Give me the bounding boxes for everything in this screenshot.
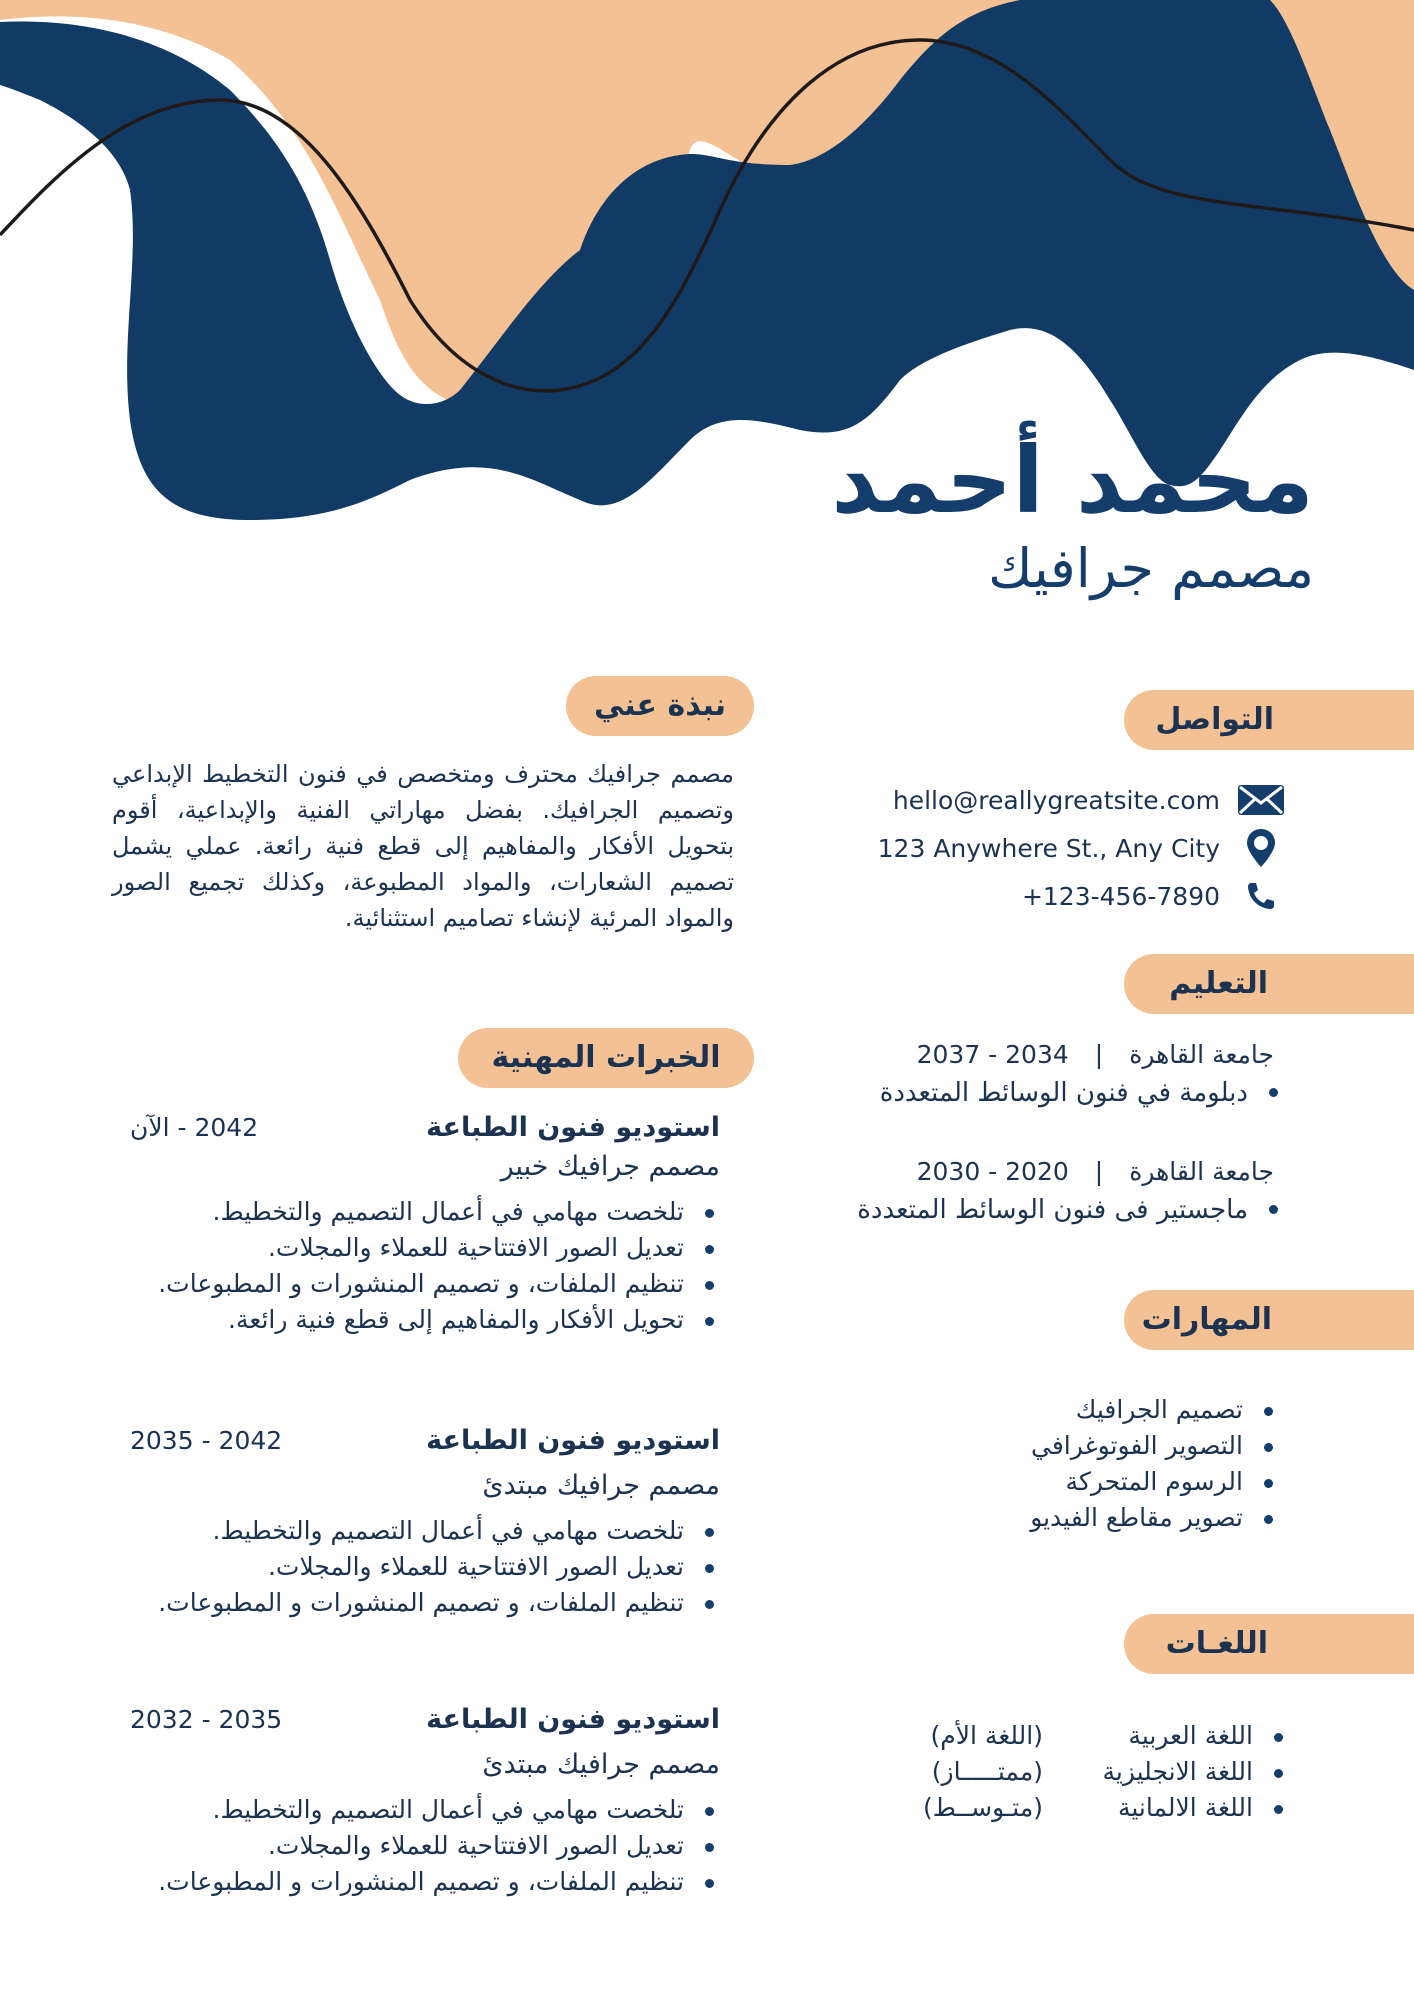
- edu-degree-list: [754, 1073, 1284, 1113]
- job-bullet: تنظيم الملفات، و تصميم المنشورات و المطبوعات.: [120, 1864, 720, 1900]
- about-heading-label: نبذة عني: [593, 688, 727, 723]
- language-level: (متـوســط): [922, 1793, 1043, 1822]
- contact-heading-label: التواصل: [1155, 702, 1274, 737]
- job-bullet: تنظيم الملفات، و تصميم المنشورات و المطبوعات.: [120, 1585, 720, 1621]
- skill-item: تصميم الجرافيك: [799, 1392, 1279, 1428]
- skill-item: التصوير الفوتوغرافي: [799, 1428, 1279, 1464]
- name-block: [831, 427, 1314, 602]
- experience-heading-label: الخبرات المهنية: [491, 1040, 721, 1075]
- education-item: [754, 1040, 1274, 1113]
- edu-degree: ماجستير فى فنون الوسائط المتعددة: [754, 1190, 1284, 1230]
- edu-degree: دبلومة في فنون الوسائط المتعددة: [754, 1073, 1284, 1113]
- language-item: [809, 1790, 1289, 1826]
- job-role: مصمم جرافيك مبتدئ: [482, 1749, 720, 1780]
- skill-item: الرسوم المتحركة: [799, 1464, 1279, 1500]
- job-bullet: تلخصت مهامي في أعمال التصميم والتخطيط.: [120, 1513, 720, 1549]
- job-dates: 2042 - 2035: [130, 1426, 283, 1455]
- skills-heading-label: المهارات: [1141, 1302, 1272, 1337]
- job-bullet: تعديل الصور الافتتاحية للعملاء والمجلات.: [120, 1828, 720, 1864]
- job-role: مصمم جرافيك خبير: [500, 1151, 720, 1182]
- job-bullets: [120, 1513, 720, 1621]
- experience-heading: [458, 1028, 754, 1088]
- edu-degree-list: [754, 1190, 1284, 1230]
- person-title: مصمم جرافيك: [988, 537, 1314, 601]
- edu-dates: 2037 - 2034: [916, 1040, 1069, 1069]
- job-bullet: تنظيم الملفات، و تصميم المنشورات و المطبوعات.: [120, 1266, 720, 1302]
- edu-separator: |: [1094, 1040, 1104, 1069]
- about-heading: [566, 676, 754, 736]
- job-bullet: تعديل الصور الافتتاحية للعملاء والمجلات.: [120, 1549, 720, 1585]
- edu-school: جامعة القاهرة: [1129, 1040, 1274, 1069]
- education-heading-label: التعليم: [1169, 966, 1268, 1001]
- job-bullets: [120, 1194, 720, 1338]
- experience-item: [120, 1704, 720, 1900]
- education-item: [754, 1157, 1274, 1230]
- job-company: استوديو فنون الطباعة: [426, 1704, 720, 1735]
- envelope-icon: [1236, 784, 1286, 816]
- languages-heading: [1124, 1614, 1414, 1674]
- skill-item: تصوير مقاطع الفيديو: [799, 1500, 1279, 1536]
- about-text: مصمم جرافيك محترف ومتخصص في فنون التخطيط الإبداعي وتصميم الجرافيك. بفضل مهاراتي الفنية والإبداعية، أقوم بتحويل الأفكار والمفاهيم إلى قطع فنية رائعة. عملي يشمل تصميم الشعارات، والمواد المطبوعة، وكذلك تجميع الصور والمواد المرئية لإنشاء تصاميم استثنائية.: [112, 760, 734, 932]
- languages-list: [809, 1718, 1289, 1826]
- education-heading: [1124, 954, 1414, 1014]
- language-name: اللغة العربية: [1128, 1721, 1253, 1750]
- address-text: 123 Anywhere St., Any City: [877, 833, 1220, 863]
- phone-icon: [1236, 881, 1286, 911]
- job-bullet: تعديل الصور الافتتاحية للعملاء والمجلات.: [120, 1230, 720, 1266]
- contact-address: [686, 824, 1286, 872]
- job-company: استوديو فنون الطباعة: [426, 1425, 720, 1456]
- language-level: (ممتـــــاز): [931, 1757, 1043, 1786]
- experience-item: [120, 1112, 720, 1338]
- job-dates: 2035 - 2032: [130, 1705, 283, 1734]
- languages-heading-label: اللغـات: [1165, 1626, 1268, 1661]
- contact-list: [686, 776, 1286, 920]
- skills-list: [799, 1392, 1279, 1536]
- language-item: [809, 1754, 1289, 1790]
- language-item: [809, 1718, 1289, 1754]
- contact-phone[interactable]: [686, 872, 1286, 920]
- language-name: اللغة الالمانية: [1117, 1793, 1253, 1822]
- skills-heading: [1124, 1290, 1414, 1350]
- person-name: محمد أحمد: [831, 427, 1314, 534]
- job-bullet: تحويل الأفكار والمفاهيم إلى قطع فنية رائعة.: [120, 1302, 720, 1338]
- job-bullet: تلخصت مهامي في أعمال التصميم والتخطيط.: [120, 1792, 720, 1828]
- phone-text[interactable]: +123-456-7890: [1021, 881, 1220, 911]
- job-company: استوديو فنون الطباعة: [426, 1112, 720, 1143]
- email-text[interactable]: hello@reallygreatsite.com: [892, 785, 1220, 815]
- job-role: مصمم جرافيك مبتدئ: [482, 1470, 720, 1501]
- edu-school: جامعة القاهرة: [1129, 1157, 1274, 1186]
- job-dates: 2042 - الآن: [130, 1113, 259, 1142]
- edu-separator: |: [1094, 1157, 1104, 1186]
- contact-heading: [1124, 690, 1414, 750]
- map-pin-icon: [1236, 828, 1286, 868]
- job-bullet: تلخصت مهامي في أعمال التصميم والتخطيط.: [120, 1194, 720, 1230]
- job-bullets: [120, 1792, 720, 1900]
- contact-email[interactable]: [686, 776, 1286, 824]
- experience-item: [120, 1425, 720, 1621]
- language-name: اللغة الانجليزية: [1102, 1757, 1253, 1786]
- language-level: (اللغة الأم): [930, 1721, 1043, 1750]
- edu-dates: 2030 - 2020: [916, 1157, 1069, 1186]
